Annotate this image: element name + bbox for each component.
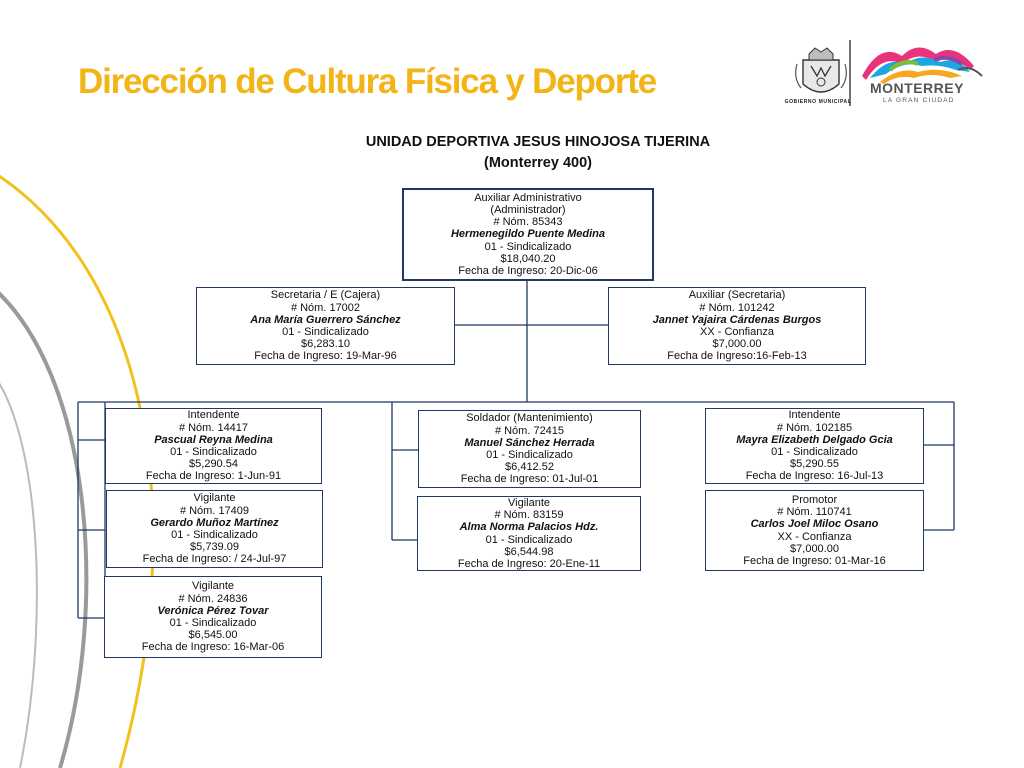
box-hire-date: Fecha de Ingreso: 1-Jun-91 — [145, 470, 282, 483]
box-employee-name: Carlos Joel Miloc Osano — [750, 518, 879, 531]
brand-name: MONTERREY — [870, 80, 964, 96]
box-status: 01 - Sindicalizado — [170, 446, 257, 458]
monterrey-mountains-icon — [862, 47, 982, 84]
box-salary: $6,545.00 — [188, 629, 238, 642]
org-box-promotor — [705, 490, 924, 571]
box-status: 01 - Sindicalizado — [169, 617, 257, 629]
box-nomina: # Nóm. 17002 — [290, 301, 361, 314]
box-salary: $5,739.09 — [190, 541, 239, 554]
box-salary: $7,000.00 — [790, 542, 839, 555]
org-box-soldador — [418, 410, 641, 488]
box-hire-date: Fecha de Ingreso: 01-Mar-16 — [743, 554, 886, 567]
box-hire-date: Fecha de Ingreso:16-Feb-13 — [667, 350, 807, 363]
box-status: 01 - Sindicalizado — [486, 449, 573, 461]
gray-arc — [0, 285, 86, 768]
org-box-intendente-2 — [705, 408, 924, 484]
org-box-vigilante-2 — [104, 576, 322, 658]
box-hire-date: Fecha de Ingreso: 19-Mar-96 — [254, 350, 397, 363]
box-salary: $5,290.55 — [790, 458, 839, 471]
box-nomina: # Nóm. 14417 — [178, 421, 249, 434]
box-nomina: # Nóm. 17409 — [179, 504, 250, 517]
box-status: 01 - Sindicalizado — [484, 240, 572, 253]
box-role: Intendente — [187, 409, 240, 422]
box-employee-name: Ana María Guerrero Sánchez — [250, 313, 401, 326]
unit-title: UNIDAD DEPORTIVA JESUS HINOJOSA TIJERINA — [365, 134, 711, 150]
org-box-intendente-1 — [105, 408, 322, 484]
box-role: Promotor — [791, 493, 838, 506]
box-status: XX - Confianza — [700, 326, 774, 338]
box-status: 01 - Sindicalizado — [171, 529, 258, 541]
box-hire-date: Fecha de Ingreso: 20-Ene-11 — [457, 557, 601, 570]
box-salary: $6,283.10 — [301, 338, 350, 351]
box-role: Vigilante — [192, 580, 234, 593]
box-role: Auxiliar (Secretaria) — [688, 289, 786, 302]
box-employee-name: Alma Norma Palacios Hdz. — [459, 521, 599, 534]
gray-arc-thin — [0, 370, 37, 768]
box-role-detail: (Administrador) — [490, 203, 566, 216]
box-salary: $18,040.20 — [500, 252, 556, 265]
crest-logo-icon — [796, 48, 847, 92]
box-employee-name: Gerardo Muñoz Martínez — [150, 516, 279, 529]
box-nomina: # Nóm. 102185 — [776, 421, 853, 434]
box-salary: $7,000.00 — [712, 338, 762, 351]
box-status: XX - Confianza — [777, 530, 852, 543]
crest-caption: GOBIERNO MUNICIPAL — [784, 99, 852, 105]
box-status: 01 - Sindicalizado — [282, 326, 369, 338]
org-box-cajera — [196, 287, 455, 365]
box-hire-date: Fecha de Ingreso: / 24-Jul-97 — [142, 553, 287, 566]
box-nomina: # Nóm. 72415 — [494, 424, 565, 437]
org-box-vigilante-1 — [106, 490, 323, 568]
org-box-secretaria — [608, 287, 866, 365]
unit-subtitle: (Monterrey 400) — [484, 155, 592, 171]
brand-tagline: LA GRAN CIUDAD — [883, 97, 955, 104]
box-employee-name: Pascual Reyna Medina — [154, 433, 273, 446]
box-employee-name: Mayra Elizabeth Delgado Gcia — [736, 433, 893, 446]
box-hire-date: Fecha de Ingreso: 20-Dic-06 — [458, 265, 598, 277]
page-title: Dirección de Cultura Física y Deporte — [78, 62, 656, 101]
org-box-administrador — [402, 188, 654, 281]
box-role: Secretaria / E (Cajera) — [270, 289, 381, 302]
box-nomina: # Nóm. 24836 — [178, 592, 248, 605]
box-nomina: # Nóm. 85343 — [493, 216, 563, 229]
box-role: Soldador (Mantenimiento) — [466, 412, 593, 425]
box-role: Auxiliar Administrativo — [474, 191, 582, 204]
box-nomina: # Nóm. 83159 — [494, 509, 564, 522]
box-salary: $6,412.52 — [505, 461, 554, 474]
box-employee-name: Jannet Yajaira Cárdenas Burgos — [652, 313, 822, 326]
box-employee-name: Verónica Pérez Tovar — [157, 604, 269, 617]
box-hire-date: Fecha de Ingreso: 16-Mar-06 — [141, 641, 285, 654]
box-status: 01 - Sindicalizado — [771, 446, 858, 458]
box-hire-date: Fecha de Ingreso: 16-Jul-13 — [745, 470, 884, 483]
box-nomina: # Nóm. 110741 — [777, 506, 852, 519]
box-salary: $5,290.54 — [189, 458, 238, 471]
box-employee-name: Hermenegildo Puente Medina — [450, 228, 606, 241]
org-box-vigilante-3 — [417, 496, 641, 571]
box-employee-name: Manuel Sánchez Herrada — [464, 436, 595, 449]
box-role: Vigilante — [193, 492, 236, 505]
box-hire-date: Fecha de Ingreso: 01-Jul-01 — [460, 473, 599, 486]
box-salary: $6,544.98 — [504, 545, 554, 558]
box-role: Intendente — [788, 409, 841, 422]
box-role: Vigilante — [508, 496, 550, 509]
box-nomina: # Nóm. 101242 — [699, 301, 775, 314]
box-status: 01 - Sindicalizado — [485, 533, 573, 546]
